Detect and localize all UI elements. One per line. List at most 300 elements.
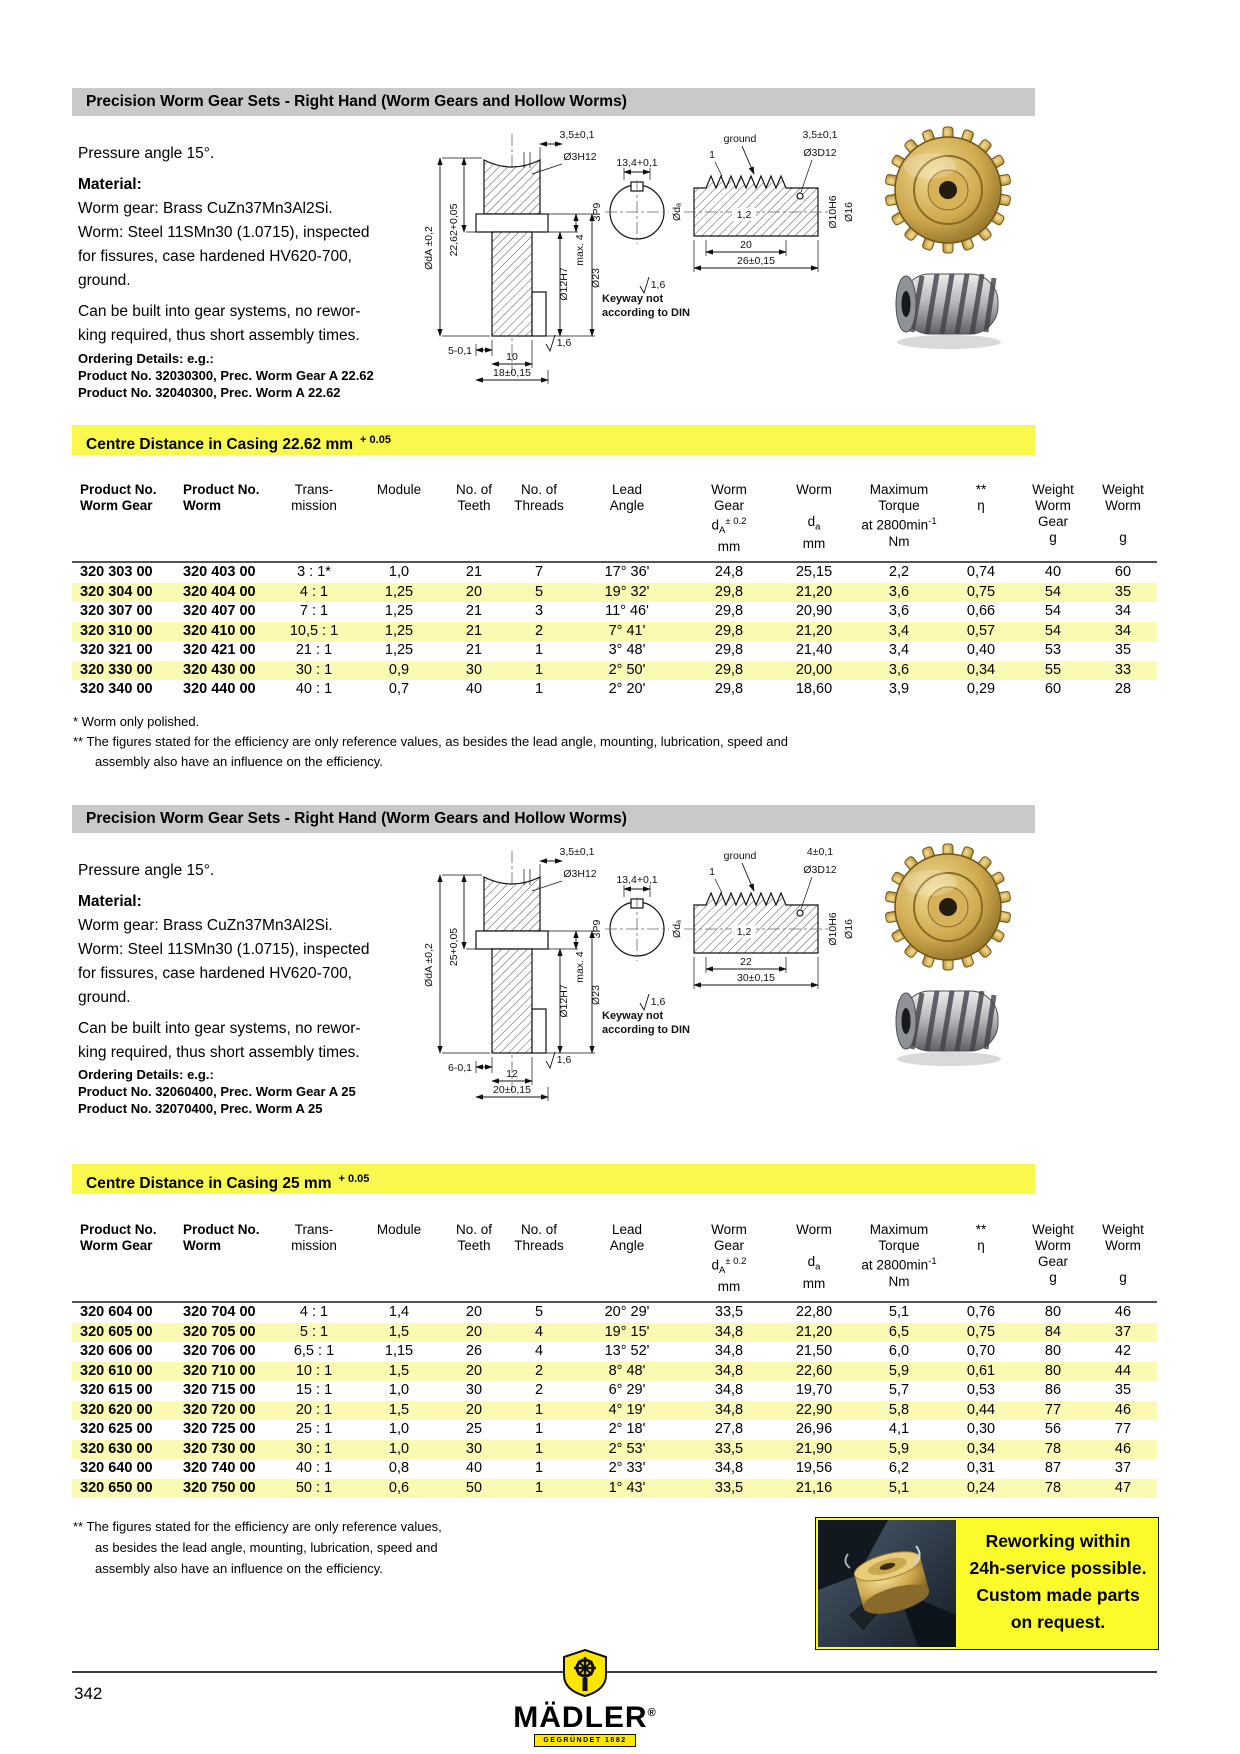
table-body (72, 1302, 1157, 1498)
text-line: king required, thus short assembly times. (78, 327, 360, 344)
table-cell: 320 706 00 (183, 1343, 256, 1360)
table-cell: 4 (534, 1343, 544, 1360)
table-cell: 11° 46' (605, 603, 649, 620)
dim-label: 3,5±0,1 (559, 129, 595, 141)
column-header: Worm $d_a$ mm (775, 476, 853, 562)
table-cell: 5 (507, 583, 571, 603)
intro-text (78, 142, 418, 348)
table-cell: 0,75 (945, 1323, 1017, 1343)
material-label: Material: (78, 893, 142, 910)
table-cell: 21,20 (775, 1323, 853, 1343)
table-cell: 34,8 (714, 1343, 744, 1360)
dim-label: 12 (506, 1068, 518, 1080)
table-cell: 22,90 (775, 1401, 853, 1421)
column-header: Module (357, 1216, 441, 1302)
table-cell: 35 (1089, 583, 1157, 603)
table-cell: 34,8 (683, 1362, 775, 1382)
dim-label: Ø23 (590, 985, 602, 1005)
table-cell: 4° 19' (571, 1401, 683, 1421)
banner-text: Centre Distance in Casing 25 mm (86, 1175, 332, 1193)
table-cell: 34 (1114, 603, 1132, 620)
steel-worm-photo (882, 258, 1017, 353)
table-cell: 320 430 00 (175, 661, 271, 681)
column-header: Trans- mission (271, 1216, 357, 1302)
text-line: Product No. 32030300, Prec. Worm Gear A 22.62 (78, 368, 374, 383)
table-cell: 320 310 00 (72, 622, 175, 642)
table-cell: 20,00 (775, 661, 853, 681)
table-cell: 40 : 1 (295, 1460, 333, 1477)
table-cell: 0,6 (357, 1479, 441, 1499)
table-row (72, 1342, 1157, 1362)
table-cell: 40 (465, 1460, 483, 1477)
table-cell: 0,8 (388, 1460, 410, 1477)
table-cell: 30 : 1 (271, 661, 357, 681)
table-cell: 6,5 : 1 (293, 1343, 335, 1360)
table-cell: 5 (534, 1304, 544, 1321)
dim-label: 20 (740, 239, 752, 251)
logo-ribbon: GEGRÜNDET 1882 (534, 1734, 635, 1747)
service-ad-box (815, 1517, 1159, 1650)
table-cell: 80 (1017, 1362, 1089, 1382)
table-cell: 7° 41' (571, 622, 683, 642)
table-cell: 22,80 (795, 1304, 833, 1321)
table-cell: 21,16 (775, 1479, 853, 1499)
maedler-crest-icon (558, 1648, 612, 1698)
table-cell: 320 650 00 (72, 1479, 175, 1499)
dim-label: 3,5±0,1 (559, 846, 595, 858)
table-cell: 320 730 00 (175, 1440, 271, 1460)
table-cell: 18,60 (795, 681, 833, 698)
column-header: Lead Angle (571, 476, 683, 562)
table-cell: 42 (1114, 1343, 1132, 1360)
text-line: Can be built into gear systems, no rewor- (78, 1020, 361, 1037)
table-row (72, 641, 1157, 661)
product-table (72, 1216, 1157, 1498)
dim-label: 4±0,1 (806, 846, 834, 858)
table-cell: 34,8 (714, 1382, 744, 1399)
table-cell: 19,70 (795, 1382, 833, 1399)
text-line: king required, thus short assembly times. (78, 1044, 360, 1061)
dim-label: 3P9 (591, 919, 603, 939)
table-cell: 10 : 1 (271, 1362, 357, 1382)
table-cell: 1,15 (384, 1343, 414, 1360)
dim-label: 3P9 (591, 202, 603, 222)
table-cell: 320 615 00 (80, 1382, 153, 1399)
table-cell: 320 604 00 (80, 1304, 153, 1321)
column-header: Lead Angle (571, 1216, 683, 1302)
column-header: Worm Gear $d_A^{\pm 0.2}$ mm (683, 476, 775, 562)
table-cell: 46 (1089, 1440, 1157, 1460)
table-cell: 1 (507, 1401, 571, 1421)
section-header-bar: Precision Worm Gear Sets - Right Hand (Worm Gears and Hollow Worms) (72, 805, 1035, 833)
text-line: for fissures, case hardened HV620-700, (78, 248, 352, 265)
table-cell: 1,25 (357, 583, 441, 603)
dim-label: Ø3D12 (803, 147, 837, 159)
table-cell: 77 (1017, 1401, 1089, 1421)
dim-label: 10 (506, 351, 518, 363)
table-cell: 320 606 00 (80, 1343, 153, 1360)
dim-label: Ø3H12 (563, 868, 597, 880)
table-row (72, 602, 1157, 622)
table-cell: 25 : 1 (295, 1421, 333, 1438)
material-lines (78, 197, 418, 293)
table-cell: 1,25 (384, 642, 414, 659)
dim-label: Ø10H6 (827, 195, 839, 229)
surface-finish-label: 1,6 (556, 1054, 572, 1066)
table-cell: 5,7 (888, 1382, 910, 1399)
dim-label: ØdA ±0,2 (423, 226, 435, 270)
column-header: Weight Worm g (1089, 476, 1157, 562)
brass-worm-gear-photo (860, 126, 1035, 256)
technical-drawing-worm-gear-set (412, 835, 864, 1107)
table-row (72, 1459, 1157, 1479)
table-row (72, 1440, 1157, 1460)
table-cell: 34 (1089, 622, 1157, 642)
table-cell: 2 (507, 1362, 571, 1382)
column-header: Maximum Torque at $2800\min^{-1}$ Nm (853, 476, 945, 562)
table-cell: 2° 18' (608, 1421, 646, 1438)
intro-text (78, 859, 418, 1065)
text-line: Worm gear: Brass CuZn37Mn3Al2Si. (78, 200, 333, 217)
table-cell: 320 725 00 (183, 1421, 256, 1438)
centre-distance-banner (72, 1164, 1035, 1194)
table-cell: 5,1 (853, 1479, 945, 1499)
table-cell: 320 720 00 (175, 1401, 271, 1421)
logo-wordmark: MÄDLER® (513, 1701, 657, 1734)
table-cell: 320 704 00 (183, 1304, 256, 1321)
section-header-bar: Precision Worm Gear Sets - Right Hand (Worm Gears and Hollow Worms) (72, 88, 1035, 116)
table-cell: 13° 52' (604, 1343, 650, 1360)
table-cell: 50 (441, 1479, 507, 1499)
table-cell: 0,76 (966, 1304, 996, 1321)
dim-label: Ødₐ (671, 203, 683, 221)
table-cell: 21 : 1 (295, 642, 333, 659)
footnotes (73, 712, 788, 772)
table-cell: 320 340 00 (80, 681, 153, 698)
table-cell: 1 (534, 1421, 544, 1438)
dim-label: 1,2 (736, 926, 752, 938)
text-line: Can be built into gear systems, no rewor- (78, 303, 361, 320)
table-cell: 34,8 (683, 1323, 775, 1343)
table-cell: 320 421 00 (183, 642, 256, 659)
table-cell: 80 (1044, 1304, 1062, 1321)
dim-label: 1 (709, 149, 715, 161)
table-cell: 3° 48' (608, 642, 646, 659)
ground-label: ground (723, 133, 757, 145)
keyway-note: according to DIN (602, 307, 691, 319)
table-cell: 35 (1114, 1382, 1132, 1399)
table-cell: 25,15 (795, 564, 833, 581)
table-cell: 0,31 (966, 1460, 996, 1477)
table-cell: 46 (1089, 1401, 1157, 1421)
table-cell: 1,0 (388, 1382, 410, 1399)
column-header: No. of Teeth (441, 476, 507, 562)
table-cell: 50 : 1 (271, 1479, 357, 1499)
table-row (72, 1381, 1157, 1401)
table-cell: 0,66 (966, 603, 996, 620)
dim-label: 22 (740, 956, 752, 968)
text-line: Ordering Details: e.g.: (78, 351, 214, 366)
table-cell: 33,5 (683, 1479, 775, 1499)
steel-worm-photo (882, 975, 1017, 1070)
table-header-row (72, 476, 1157, 562)
table-cell: 0,57 (945, 622, 1017, 642)
table-cell: 26 (465, 1343, 483, 1360)
table-cell: 3 : 1* (297, 564, 331, 581)
table-cell: 22,60 (775, 1362, 853, 1382)
table-cell: 2 (534, 1382, 544, 1399)
text-line: ground. (78, 272, 131, 289)
table-cell: 1 (507, 1479, 571, 1499)
table-cell: 24,8 (714, 564, 744, 581)
text-line: 24h-service possible. (969, 1558, 1147, 1578)
table-cell: 4 (507, 1323, 571, 1343)
footnote-line: ** The figures stated for the efficiency are only reference values, (73, 1519, 442, 1534)
column-header: Module (357, 476, 441, 562)
ad-text (958, 1518, 1158, 1649)
table-cell: 47 (1089, 1479, 1157, 1499)
table-cell: 2,2 (888, 564, 910, 581)
material-lines (78, 914, 418, 1010)
column-header: Weight Worm Gear g (1017, 476, 1089, 562)
material-label: Material: (78, 176, 142, 193)
table-cell: 29,8 (714, 681, 744, 698)
table-cell: 27,8 (714, 1421, 744, 1438)
table-cell: 77 (1114, 1421, 1132, 1438)
table-cell: 320 605 00 (72, 1323, 175, 1343)
text-line: Custom made parts (976, 1585, 1140, 1605)
surface-finish-label: 1,6 (556, 337, 572, 349)
table-cell: 320 404 00 (175, 583, 271, 603)
dim-label: Ø23 (590, 268, 602, 288)
table-cell: 320 407 00 (183, 603, 256, 620)
footnote-line: ** The figures stated for the efficiency are only reference values, as besides the lead angle, mounting, lubrication, speed and (73, 734, 788, 749)
table-cell: 1,5 (357, 1401, 441, 1421)
column-header: Product No. Worm (175, 476, 271, 562)
table-cell: 3,6 (853, 661, 945, 681)
dim-label: Ø3D12 (803, 864, 837, 876)
table-cell: 10,5 : 1 (271, 622, 357, 642)
registered-icon: ® (647, 1707, 657, 1719)
table-cell: 87 (1044, 1460, 1062, 1477)
dim-label: 1,2 (736, 209, 752, 221)
surface-finish-label: 1,6 (650, 996, 666, 1008)
table-cell: 320 640 00 (80, 1460, 153, 1477)
machining-photo (818, 1520, 956, 1647)
table-cell: 21,40 (795, 642, 833, 659)
table-cell: 4 : 1 (299, 1304, 329, 1321)
table-cell: 1° 43' (571, 1479, 683, 1499)
table-cell: 20 (465, 1304, 483, 1321)
table-cell: 30 (441, 1440, 507, 1460)
table-cell: 21 (465, 642, 483, 659)
table-row (72, 562, 1157, 583)
table-cell: 3,6 (853, 583, 945, 603)
table-cell: 20° 29' (604, 1304, 650, 1321)
table-cell: 20 (441, 1362, 507, 1382)
dim-label: 26±0,15 (737, 255, 775, 267)
column-header: Product No. Worm Gear (72, 1216, 175, 1302)
dim-label: Ø16 (843, 919, 855, 939)
table-header-row (72, 1216, 1157, 1302)
technical-drawing-worm-gear-set (412, 118, 864, 390)
table-cell: 78 (1017, 1440, 1089, 1460)
table-cell: 3,6 (888, 603, 910, 620)
dim-label: 3,5±0,1 (802, 129, 838, 141)
pressure-angle-text: Pressure angle 15°. (78, 862, 215, 879)
table-cell: 20 (441, 1401, 507, 1421)
column-header: Maximum Torque at $2800\min^{-1}$ Nm (853, 1216, 945, 1302)
table-cell: 320 630 00 (72, 1440, 175, 1460)
table-cell: 3,9 (888, 681, 910, 698)
brass-worm-gear-photo (860, 843, 1035, 973)
table-cell: 30 (441, 661, 507, 681)
table-cell: 2° 33' (608, 1460, 646, 1477)
column-header: Product No. Worm (175, 1216, 271, 1302)
table-cell: 33,5 (714, 1304, 744, 1321)
table-cell: 0,61 (945, 1362, 1017, 1382)
pressure-angle-text: Pressure angle 15°. (78, 145, 215, 162)
dim-label: Ø10H6 (827, 912, 839, 946)
table-cell: 1,4 (388, 1304, 410, 1321)
table-cell: 19,56 (795, 1460, 833, 1477)
column-header: Worm Gear $d_A^{\pm 0.2}$ mm (683, 1216, 775, 1302)
dim-label: ØdA ±0,2 (423, 943, 435, 987)
table-cell: 1 (534, 681, 544, 698)
table-row (72, 1401, 1157, 1421)
keyway-note: Keyway not (602, 293, 664, 305)
table-row (72, 1302, 1157, 1323)
text-line: ground. (78, 989, 131, 1006)
table-cell: 21,90 (775, 1440, 853, 1460)
table-cell: 0,40 (966, 642, 996, 659)
table-cell: 0,75 (945, 583, 1017, 603)
table-cell: 80 (1044, 1343, 1062, 1360)
table-cell: 320 330 00 (72, 661, 175, 681)
table-cell: 3,4 (853, 622, 945, 642)
table-row (72, 1479, 1157, 1499)
table-cell: 6° 29' (608, 1382, 646, 1399)
table-cell: 54 (1044, 603, 1062, 620)
table-cell: 0,34 (945, 661, 1017, 681)
text-line: for fissures, case hardened HV620-700, (78, 965, 352, 982)
footnote-line: assembly also have an influence on the efficiency. (95, 1561, 383, 1576)
table-cell: 3,4 (888, 642, 910, 659)
dim-label: Ø3H12 (563, 151, 597, 163)
table-cell: 2° 50' (571, 661, 683, 681)
table-cell: 21 (441, 622, 507, 642)
table-cell: 2° 20' (608, 681, 646, 698)
table-cell: 19° 15' (571, 1323, 683, 1343)
note-lines (78, 1017, 418, 1065)
table-cell: 46 (1114, 1304, 1132, 1321)
table-cell: 29,8 (714, 603, 744, 620)
table-cell: 29,8 (683, 622, 775, 642)
table-cell: 34,8 (683, 1401, 775, 1421)
table-cell: 20 (441, 1323, 507, 1343)
footnote-line: * Worm only polished. (73, 714, 200, 729)
footnote-line: as besides the lead angle, mounting, lubrication, speed and (95, 1540, 438, 1555)
table-cell: 5,8 (853, 1401, 945, 1421)
table-row (72, 661, 1157, 681)
dim-label: 1 (709, 866, 715, 878)
dim-label: 6-0,1 (448, 1062, 472, 1074)
table-cell: 320 410 00 (175, 622, 271, 642)
table-cell: 29,8 (683, 583, 775, 603)
table-cell: 320 303 00 (80, 564, 153, 581)
dim-label: 30±0,15 (737, 972, 775, 984)
table-cell: 40 (1044, 564, 1062, 581)
ordering-details (78, 1066, 356, 1117)
table-cell: 15 : 1 (295, 1382, 333, 1399)
banner-text: Centre Distance in Casing 22.62 mm (86, 436, 354, 454)
text-line: Product No. 32060400, Prec. Worm Gear A 25 (78, 1084, 356, 1099)
table-cell: 28 (1114, 681, 1132, 698)
dim-label: 20±0,15 (493, 1084, 531, 1096)
dim-label: 13,4+0,1 (616, 157, 658, 169)
table-row (72, 1323, 1157, 1343)
column-header: No. of Teeth (441, 1216, 507, 1302)
table-cell: 1 (507, 1440, 571, 1460)
table-cell: 44 (1089, 1362, 1157, 1382)
dim-label: 13,4+0,1 (616, 874, 658, 886)
column-header: Trans- mission (271, 476, 357, 562)
table-cell: 320 710 00 (175, 1362, 271, 1382)
table-cell: 6,5 (853, 1323, 945, 1343)
table-cell: 320 715 00 (183, 1382, 256, 1399)
dim-label: Ø16 (843, 202, 855, 222)
table-cell: 1 (507, 661, 571, 681)
column-header: Weight Worm g (1089, 1216, 1157, 1302)
table-cell: 1,0 (388, 1421, 410, 1438)
table-cell: 40 : 1 (295, 681, 333, 698)
table-cell: 6,2 (888, 1460, 910, 1477)
table-cell: 0,29 (966, 681, 996, 698)
text-line: Product No. 32070400, Prec. Worm A 25 (78, 1101, 323, 1116)
text-line: Worm: Steel 11SMn30 (1.0715), inspected (78, 941, 370, 958)
footnotes (73, 1516, 553, 1579)
table-cell: 21,50 (795, 1343, 833, 1360)
dim-label: Ødₐ (671, 920, 683, 938)
table-cell: 25 (465, 1421, 483, 1438)
table-cell: 60 (1114, 564, 1132, 581)
text-line: Product No. 32040300, Prec. Worm A 22.62 (78, 385, 341, 400)
maedler-logo (495, 1648, 675, 1747)
table-cell: 0,9 (357, 661, 441, 681)
table-cell: 21 (465, 564, 483, 581)
dim-label: max. 4 (574, 951, 586, 983)
table-cell: 320 321 00 (80, 642, 153, 659)
table-cell: 37 (1089, 1323, 1157, 1343)
table-cell: 30 (465, 1382, 483, 1399)
table-cell: 320 705 00 (175, 1323, 271, 1343)
table-cell: 320 750 00 (175, 1479, 271, 1499)
table-cell: 2 (507, 622, 571, 642)
table-row (72, 1420, 1157, 1440)
table-cell: 5,9 (853, 1440, 945, 1460)
table-cell: 0,74 (966, 564, 996, 581)
column-header: No. of Threads (507, 1216, 571, 1302)
table-cell: 320 625 00 (80, 1421, 153, 1438)
table-cell: 6,0 (888, 1343, 910, 1360)
dim-label: 22,62+0,05 (448, 203, 460, 257)
table-cell: 1 (534, 1460, 544, 1477)
table-cell: 320 620 00 (72, 1401, 175, 1421)
table-cell: 5,9 (853, 1362, 945, 1382)
table-cell: 1,5 (357, 1323, 441, 1343)
dim-label: max. 4 (574, 234, 586, 266)
text-line: on request. (1010, 1612, 1106, 1632)
